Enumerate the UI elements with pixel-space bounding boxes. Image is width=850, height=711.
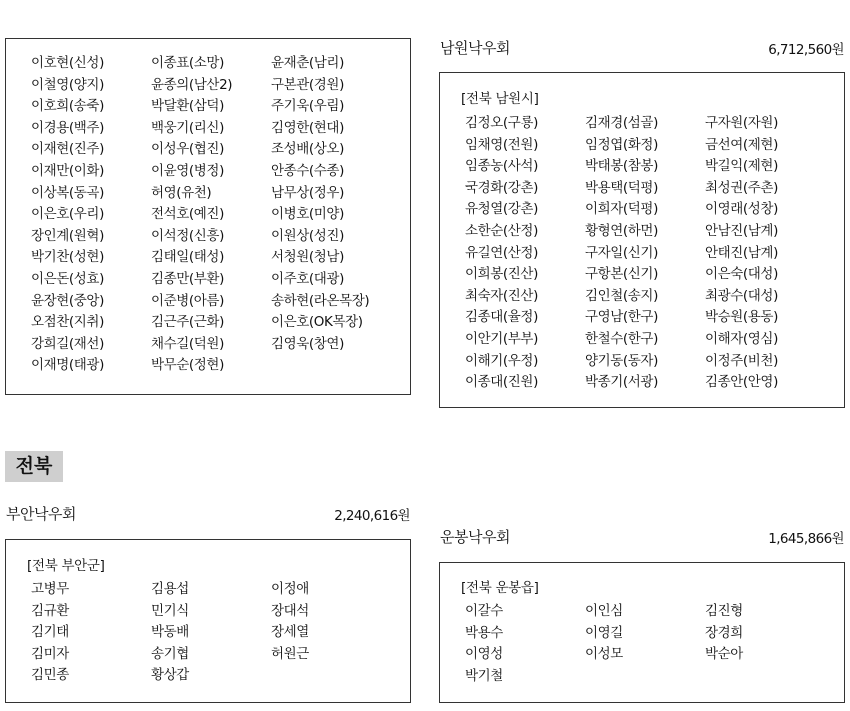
member-name: 박승원(용동) [705,309,778,326]
member-name: 최광수(대성) [705,287,778,304]
member-name: 이상복(동곡) [31,184,104,201]
member-name: 이종대(진원) [465,374,538,391]
member-name: 장경희 [705,624,743,641]
member-name: 김종만(부환) [151,270,224,287]
member-name: 황상갑 [151,667,189,684]
member-name: 김태일(태성) [151,249,224,266]
member-name: 이정애 [271,581,309,597]
member-name: 이호현(신성) [31,55,104,71]
member-name: 이희봉(진산) [465,266,538,283]
member-name: 김민종 [31,667,69,684]
member-name: 안남진(남계) [705,222,778,239]
member-name: 윤재춘(남리) [271,55,344,71]
member-name: 김진형 [705,603,743,619]
member-name: 박용택(덕평) [585,179,658,196]
member-name: 김인철(송지) [585,287,658,304]
member-name: 이성우(협진) [151,141,224,158]
member-name: 김영욱(창연) [271,335,344,352]
member-name: 박무순(정현) [151,357,224,374]
top-left-name-grid [31,53,391,377]
member-name: 임종농(사석) [465,158,538,175]
member-name: 박순아 [705,646,743,663]
member-name: 박기철 [465,667,503,684]
namwon-title: 남원낙우회 [440,39,510,57]
member-name: 박기찬(성현) [31,249,104,266]
member-name: 전석호(예진) [151,206,224,223]
member-name: 윤종의(남산2) [151,76,233,93]
member-name: 조성배(상오) [271,141,344,158]
namwon-name-grid [465,113,825,394]
member-name: 유청열(강촌) [465,201,538,218]
member-name: 이경용(백주) [31,119,104,136]
member-name: 안태진(남계) [705,244,778,261]
member-name: 김종대(율정) [465,309,538,326]
member-name: 박동배 [151,624,189,641]
member-name: 이준병(아름) [151,292,224,309]
member-name: 박종기(서광) [585,374,658,391]
member-name: 윤장현(중앙) [31,292,104,309]
member-name: 이갈수 [465,603,503,619]
member-name: 이병호(미양) [271,206,344,223]
member-name: 이영길 [585,624,623,641]
member-name: 이원상(성진) [271,227,344,244]
unbong-member-box [439,562,845,703]
unbong-title: 운봉낙우회 [440,528,510,546]
member-name: 최숙자(진산) [465,287,538,304]
namwon-amount: 6,712,560원 [768,42,844,58]
member-name: 허영(유천) [151,184,212,201]
member-name: 장인계(원혁) [31,227,104,244]
member-name: 이인심 [585,603,623,619]
member-name: 이은돈(성효) [31,270,104,287]
namwon-region: [전북 남원시] [461,91,539,107]
member-name: 박용수 [465,624,503,641]
buan-member-box [5,539,411,703]
member-name: 소한순(산정) [465,222,538,239]
member-name: 이은호(OK목장) [271,314,363,331]
buan-region: [전북 부안군] [27,558,105,574]
member-name: 김기태 [31,624,69,641]
member-name: 백웅기(리신) [151,119,224,136]
member-name: 안종수(수종) [271,162,344,179]
member-name: 구항본(신기) [585,266,658,283]
member-name: 이해기(우정) [465,352,538,369]
member-name: 이은호(우리) [31,206,104,223]
member-name: 이재현(진주) [31,141,104,158]
unbong-name-grid [465,601,825,687]
member-name: 양기동(동자) [585,352,658,369]
member-name: 박달환(삼덕) [151,98,224,115]
member-name: 김근주(근화) [151,314,224,331]
member-name: 김미자 [31,645,69,662]
unbong-amount: 1,645,866원 [768,531,844,547]
member-name: 허원근 [271,645,309,662]
member-name: 이주호(대광) [271,270,344,287]
member-name: 이재명(태광) [31,357,104,374]
member-name: 박길익(제현) [705,158,778,175]
member-name: 김재경(섬골) [585,115,658,131]
top-left-member-box [5,38,411,395]
member-name: 이호희(송죽) [31,98,104,115]
member-name: 구자일(신기) [585,244,658,261]
member-name: 한철수(한구) [585,330,658,347]
member-name: 주기욱(우림) [271,98,344,115]
member-name: 이은숙(대성) [705,266,778,283]
member-name: 국경화(강촌) [465,179,538,196]
member-name: 이종표(소망) [151,55,224,71]
member-name: 김종안(안영) [705,374,778,391]
namwon-member-box [439,72,845,408]
member-name: 이철영(양지) [31,76,104,93]
member-name: 오점찬(지취) [31,314,104,331]
member-name: 이해자(영심) [705,330,778,347]
member-name: 이영성 [465,646,503,663]
member-name: 구자원(자원) [705,115,778,131]
member-name: 이안기(부부) [465,330,538,347]
member-name: 김규환 [31,602,69,619]
buan-title: 부안낙우회 [6,505,76,523]
member-name: 금선여(제현) [705,136,778,153]
member-name: 황형연(하먼) [585,222,658,239]
member-name: 장대석 [271,602,309,619]
member-name: 송하현(라온목장) [271,292,370,309]
member-name: 이성모 [585,646,623,663]
buan-amount: 2,240,616원 [334,508,410,524]
member-name: 임채영(전원) [465,136,538,153]
member-name: 남무상(정우) [271,184,344,201]
member-name: 김영한(현대) [271,119,344,136]
member-name: 박태봉(참봉) [585,158,658,175]
unbong-region: [전북 운봉읍] [461,580,539,596]
member-name: 김용섭 [151,581,189,597]
member-name: 최성권(주촌) [705,179,778,196]
member-name: 송기협 [151,645,189,662]
member-name: 이석정(신흥) [151,227,224,244]
member-name: 고병무 [31,581,69,597]
member-name: 이재만(이화) [31,162,104,179]
member-name: 장세열 [271,624,309,641]
buan-name-grid [31,579,391,687]
member-name: 구영남(한구) [585,309,658,326]
member-name: 이윤영(병정) [151,162,224,179]
member-name: 이희자(덕평) [585,201,658,218]
member-name: 이정주(비천) [705,352,778,369]
member-name: 민기식 [151,602,189,619]
member-name: 유길연(산정) [465,244,538,261]
member-name: 임정엽(화정) [585,136,658,153]
member-name: 구본관(경원) [271,76,344,93]
section-label: 전북 [5,451,63,482]
member-name: 강희길(재선) [31,335,104,352]
member-name: 이영래(성창) [705,201,778,218]
member-name: 김정오(구룡) [465,115,538,131]
member-name: 서청원(청남) [271,249,344,266]
member-name: 채수길(덕원) [151,335,224,352]
